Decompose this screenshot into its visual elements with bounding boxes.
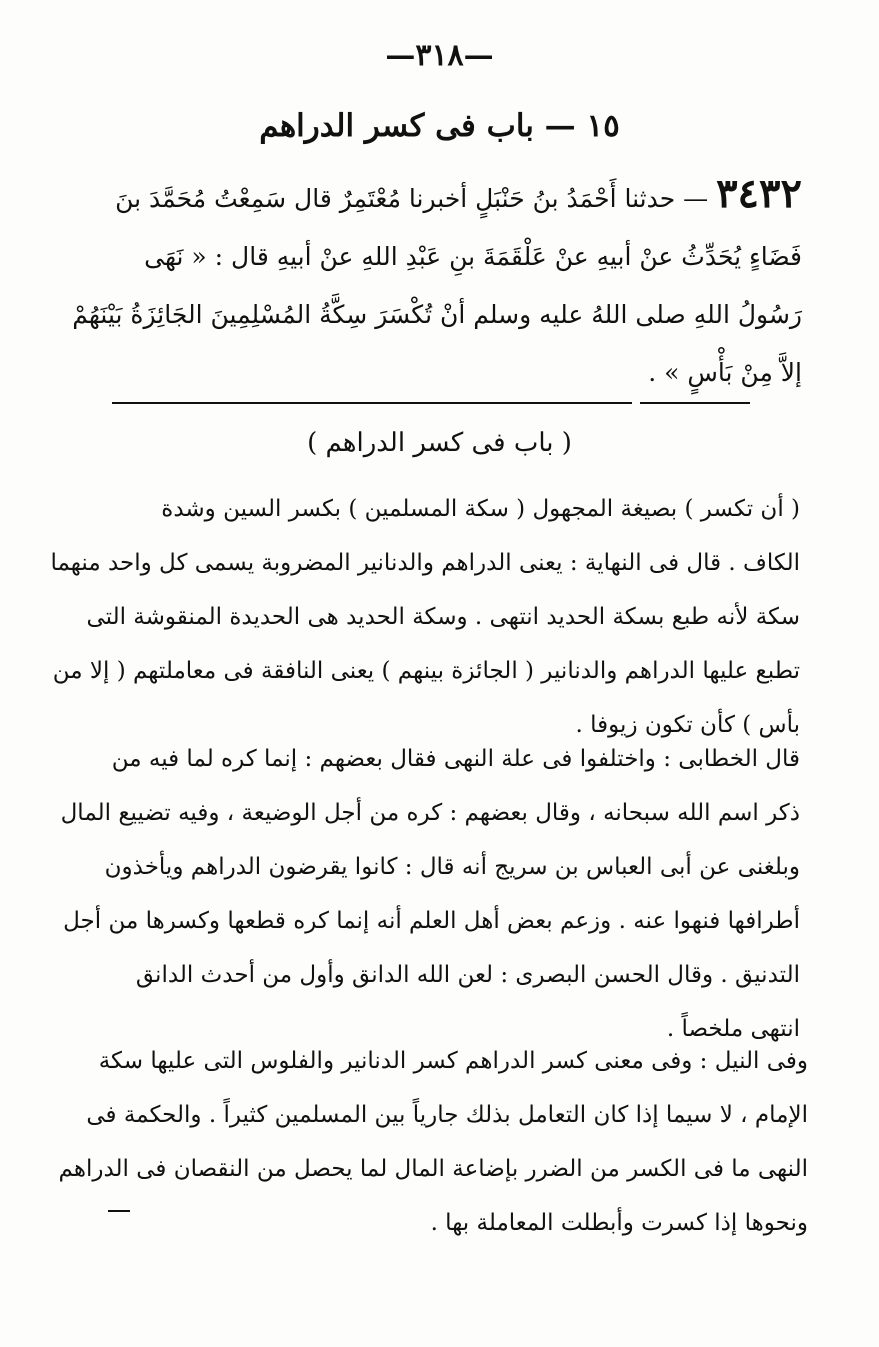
paragraph-line: بأس ) كأن تكون زيوفا . bbox=[575, 712, 800, 738]
hadith-text bbox=[72, 165, 802, 402]
paragraph-line: وبلغنى عن أبى العباس بن سريج أنه قال : كانوا يقرضون الدراهم ويأخذون bbox=[104, 854, 800, 880]
paragraph-line: قال الخطابى : واختلفوا فى علة النهى فقال بعضهم : إنما كره لما فيه من bbox=[111, 746, 800, 772]
hadith-line-2: فَضَاءٍ يُحَدِّثُ عنْ أبيهِ عنْ عَلْقَمَةَ بنِ عَبْدِ اللهِ عنْ أبيهِ قال : « نَهَى bbox=[144, 242, 802, 271]
end-dash bbox=[108, 1210, 130, 1212]
paragraph-line: الكاف . قال فى النهاية : يعنى الدراهم والدنانير المضروبة يسمى كل واحد منهما bbox=[50, 550, 800, 576]
paragraph-line: الإمام ، لا سيما إذا كان التعامل بذلك جارياً بين المسلمين كثيراً . والحكمة فى bbox=[86, 1102, 808, 1128]
section-divider-long bbox=[112, 402, 632, 404]
section-divider-short bbox=[640, 402, 750, 404]
hadith-line-1-text: — حدثنا أَحْمَدُ بنُ حَنْبَلٍ أخبرنا مُعْتَمِرٌ قال سَمِعْتُ مُحَمَّدَ بنَ bbox=[115, 184, 709, 213]
paragraph-line: ذكر اسم الله سبحانه ، وقال بعضهم : كره من أجل الوضيعة ، وفيه تضييع المال bbox=[60, 800, 800, 826]
hadith-line-3: رَسُولُ اللهِ صلى اللهُ عليه وسلم أنْ تُكْسَرَ سِكَّةُ المُسْلِمِينَ الجَائِزَةُ بَيْنَهُمْ bbox=[72, 300, 802, 329]
paragraph-line: أطرافها فنهوا عنه . وزعم بعض أهل العلم أنه إنما كره قطعها وكسرها من أجل bbox=[63, 908, 800, 934]
paragraph-line: سكة لأنه طبع بسكة الحديد انتهى . وسكة الحديد هى الحديدة المنقوشة التى bbox=[86, 604, 800, 630]
commentary-title: ( باب فى كسر الدراهم ) bbox=[307, 428, 572, 458]
paragraph-line: وفى النيل : وفى معنى كسر الدراهم كسر الدنانير والفلوس التى عليها سكة bbox=[98, 1048, 808, 1074]
paragraph-line: تطبع عليها الدراهم والدنانير ( الجائزة بينهم ) يعنى النافقة فى معاملتهم ( إلا من bbox=[52, 658, 800, 684]
hadith-line-1 bbox=[82, 165, 802, 228]
paragraph-line: النهى ما فى الكسر من الضرر بإضاعة المال لما يحصل من النقصان فى الدراهم bbox=[58, 1156, 808, 1182]
hadith-line-4: إلاَّ مِنْ بَأْسٍ » . bbox=[648, 358, 802, 387]
commentary-paragraph-2 bbox=[60, 732, 800, 1056]
paragraph-line: انتهى ملخصاً . bbox=[666, 1016, 800, 1042]
commentary-paragraph-1 bbox=[50, 482, 800, 752]
paragraph-line: ونحوها إذا كسرت وأبطلت المعاملة بها . bbox=[430, 1210, 808, 1236]
commentary-paragraph-3 bbox=[58, 1034, 808, 1250]
paragraph-line: التدنيق . وقال الحسن البصرى : لعن الله الدانق وأول من أحدث الدانق bbox=[135, 962, 800, 988]
hadith-number: ٣٤٣٢ bbox=[716, 170, 802, 217]
paragraph-line: ( أن تكسر ) بصيغة المجهول ( سكة المسلمين ) بكسر السين وشدة bbox=[161, 496, 800, 522]
page-number: —٣١٨— bbox=[385, 38, 494, 73]
chapter-heading: ١٥ — باب فى كسر الدراهم bbox=[259, 108, 620, 144]
